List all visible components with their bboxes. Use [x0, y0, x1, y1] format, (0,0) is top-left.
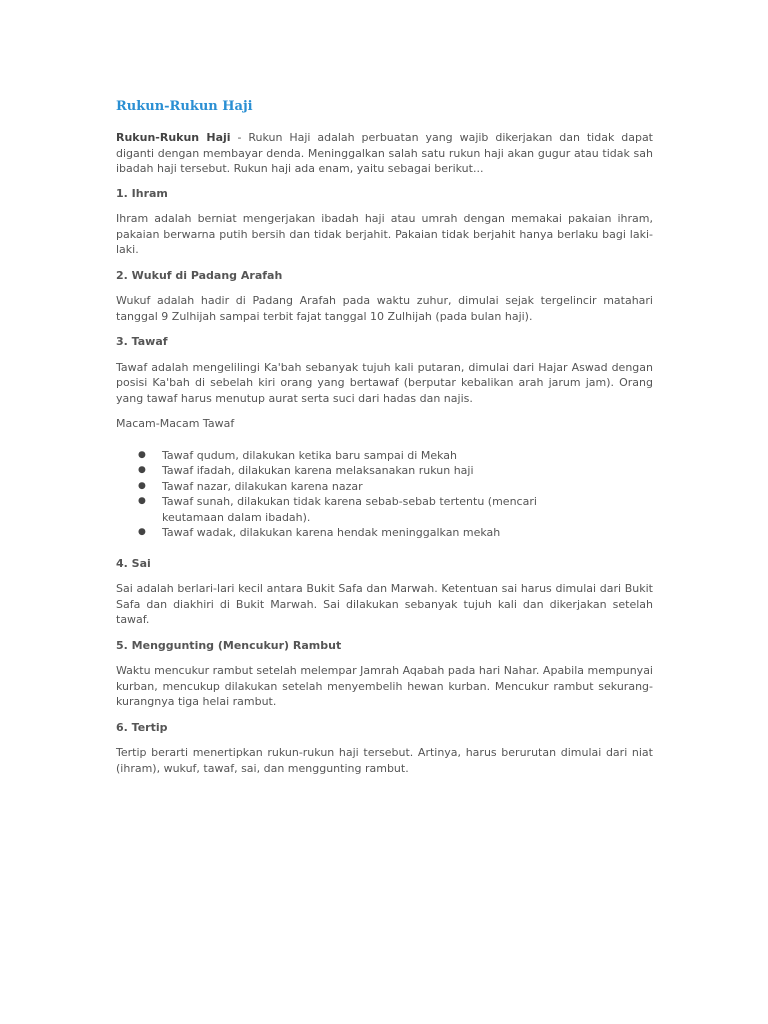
list-item	[116, 463, 653, 479]
list-item	[116, 494, 653, 525]
list-item-text: Tawaf qudum, dilakukan ketika baru sampai di Mekah	[162, 448, 457, 462]
section-heading-tawaf: 3. Tawaf	[116, 335, 168, 348]
bullet-icon: ●	[138, 527, 146, 537]
list-item-text: Tawaf wadak, dilakukan karena hendak meninggalkan mekah	[162, 526, 501, 539]
bullet-icon: ●	[138, 465, 146, 475]
section-heading-ihram: 1. Ihram	[116, 186, 168, 200]
list-item-text: Tawaf ifadah, dilakukan karena melaksanakan rukun haji	[162, 464, 474, 477]
section-text-tawaf: Tawaf adalah mengelilingi Ka'bah sebanyak tujuh kali putaran, dimulai dari Hajar Aswad dengan posisi Ka'bah di sebelah kiri orang yang bertawaf (berputar kebalikan arah jarum jam). Orang yang tawaf harus menutup aurat serta suci dari hadas dan najis.	[116, 360, 653, 405]
bullet-icon: ●	[138, 449, 146, 460]
section-heading-sai: 4. Sai	[116, 556, 151, 570]
bullet-icon: ●	[138, 496, 146, 506]
section-text-sai: Sai adalah berlari-lari kecil antara Bukit Safa dan Marwah. Ketentuan sai harus dimulai dari Bukit Safa dan diakhiri di Bukit Marwah. Sai dilakukan sebanyak tujuh kali dan dikerjakan setelah tawaf.	[116, 582, 653, 626]
section-text-menggunting: Waktu mencukur rambut setelah melempar Jamrah Aqabah pada hari Nahar. Apabila mempunyai kurban, mencukup dilakukan setelah menyembelih hewan kurban. Mencukur rambut sekurang-kurangnya tiga helai rambut.	[116, 664, 653, 708]
section-heading-tertip: 6. Tertip	[116, 720, 168, 734]
tawaf-types-subheading: Macam-Macam Tawaf	[116, 417, 235, 430]
section-text-ihram: Ihram adalah berniat mengerjakan ibadah haji atau umrah dengan memakai pakaian ihram, pakaian berwarna putih bersih dan tidak berjahit. Pakaian tidak berjahit hanya berlaku bagi laki-laki.	[116, 212, 653, 256]
tawaf-types-list	[116, 448, 653, 541]
page-title: Rukun-Rukun Haji	[116, 99, 253, 114]
intro-term: Rukun-Rukun Haji	[116, 131, 231, 144]
list-item	[116, 448, 653, 464]
section-text-tertip: Tertip berarti menertipkan rukun-rukun haji tersebut. Artinya, harus berurutan dimulai dari niat (ihram), wukuf, tawaf, sai, dan menggunting rambut.	[116, 746, 653, 775]
intro-text: - Rukun Haji adalah perbuatan yang wajib dikerjakan dan tidak dapat diganti dengan membayar denda. Meninggalkan salah satu rukun haji akan gugur atau tidak sah ibadah haji tersebut. Rukun haji ada enam, yaitu sebagai berikut...	[116, 131, 653, 175]
section-heading-menggunting: 5. Menggunting (Mencukur) Rambut	[116, 638, 342, 652]
intro-paragraph	[116, 130, 653, 177]
section-text-wukuf: Wukuf adalah hadir di Padang Arafah pada waktu zuhur, dimulai sejak tergelincir matahari tanggal 9 Zulhijah sampai terbit fajat tanggal 10 Zulhijah (pada bulan haji).	[116, 294, 653, 323]
bullet-icon: ●	[138, 480, 146, 491]
document-page	[116, 98, 653, 776]
section-heading-wukuf: 2. Wukuf di Padang Arafah	[116, 268, 283, 282]
list-item	[116, 479, 653, 495]
list-item-text: Tawaf nazar, dilakukan karena nazar	[162, 479, 363, 493]
list-item	[116, 525, 653, 541]
list-item-text: Tawaf sunah, dilakukan tidak karena sebab-sebab tertentu (mencari keutamaan dalam ibadah).	[162, 495, 537, 524]
